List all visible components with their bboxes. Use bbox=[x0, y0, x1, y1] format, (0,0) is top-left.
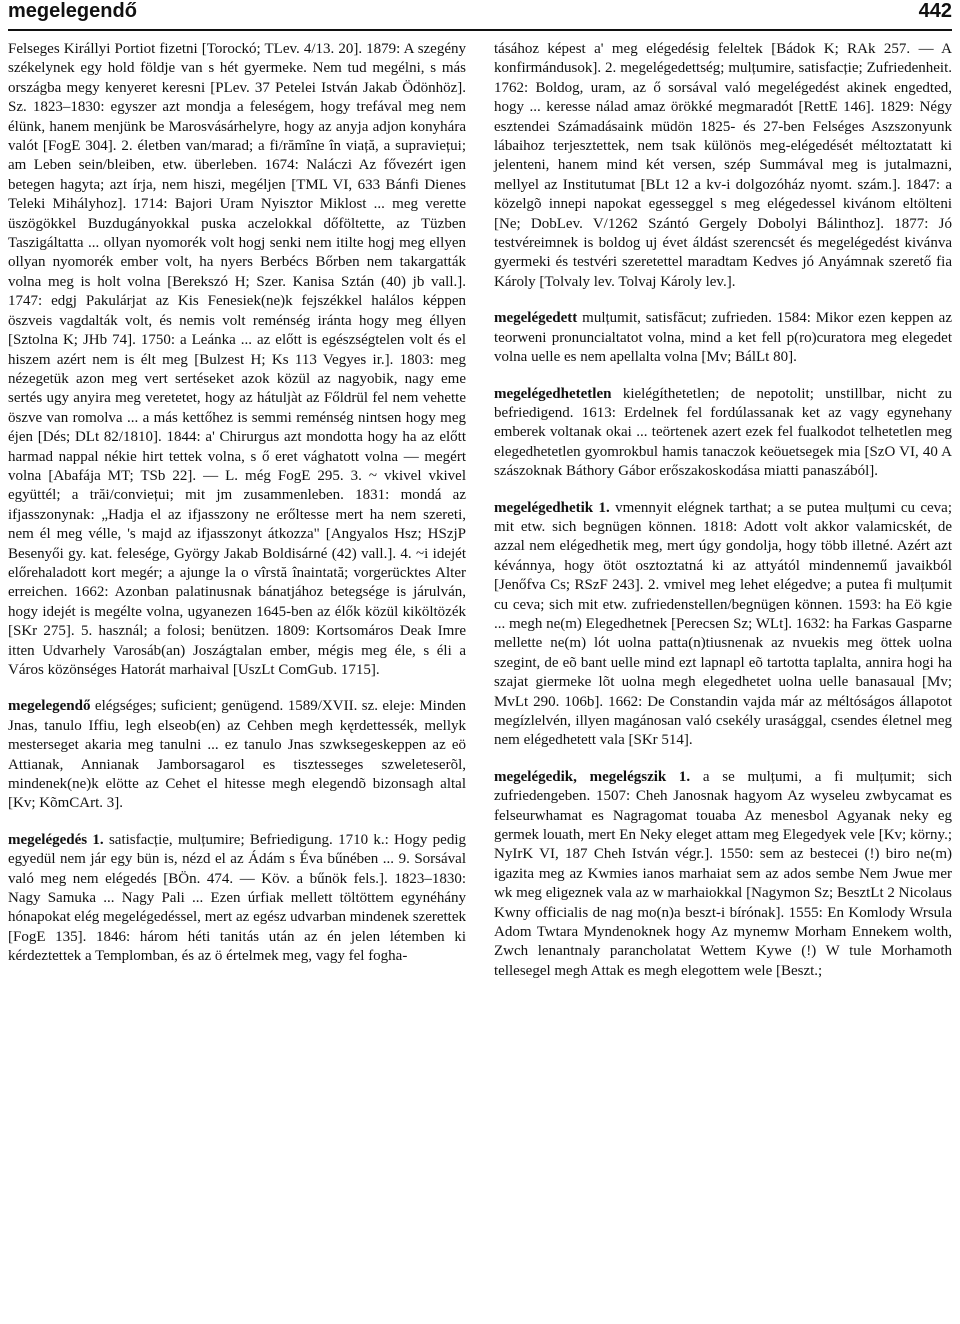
running-headword: megelegendő bbox=[8, 0, 137, 22]
entry-megelegendo bbox=[8, 697, 466, 813]
entry-text: elégséges; suficient; genügend. 1589/XVII. sz. eleje: Minden Jnas, tanulo Iffiu, legh elseob(en) az Cehben megh kęrdettessék, mellyk mesterseget akaria meg tanulni ... ez tanulo Jnas szwksegeskeppen az eö Attianak, Annianak Jamborsagarol es tisztesseges szweleteserõl, mindenek(ne)k elötte az Cehet el hitesse megh elegendõ bizonsagh altal [Kv; KõmCArt. 3]. bbox=[8, 698, 466, 812]
entry-continuation bbox=[494, 40, 952, 292]
entry-text: satisfacție, mulțumire; Befriedigung. 1710 k.: Hogy pedig egyedül nem jár egy bün is, nézd el az Ádám s Éva bűnében ... 9. Sorsával való meg nem elégedés [BÖn. 474. — Köv. a bűnök fels.]. 1823–1830: Nagy Samuka ... Nagy Pali ... Ezen úrfiak mellett töltöttem egynéhány hónapokat elég megelégedéssel, mert az egész udvarban mindenek szerettek [FogE 135]. 1846: három héti tanitás után az én jelen létemben ki kérdeztettek a Templomban, és az ö értelmek meg, vagy fel fogha- bbox=[8, 831, 466, 965]
entry-headword: megelegendő bbox=[8, 698, 91, 715]
header-rule bbox=[8, 29, 952, 31]
entry-megelegedett bbox=[494, 309, 952, 367]
entry-headword: megelégedés 1. bbox=[8, 831, 104, 848]
entry-text: kielégíthetetlen; de nepotolit; unstillbar, nicht zu befriedigend. 1613: Erdelnek fel fordúlassanak ket az vagy egynehany emberek voltanak okai ... teörtenek azert ezek fel fualkodot telhetetlen meg elegedhetetlen gyomrokbul hamis tanaczok keöuetsegek mia [SzO VI, 40 A szászoknak Báthory Gábor erőszakoskodása miatti panaszából]. bbox=[494, 385, 952, 480]
entry-headword: megelégedik, megelégszik 1. bbox=[494, 768, 691, 785]
entry-headword: megelégedett bbox=[494, 310, 578, 327]
entry-text: a se mulțumi, a fi mulțumit; sich zufriedengeben. 1507: Cheh Janosnak hagyom Az wyseleu zwbycamat es felseurwhamat es Nagragomat touaba Az menesbol Agyanak neky eg germek louath, mert En Neky eleget attam meg Elegedyek vele [Kv; körny.; NyIrK VI, 187 Cheh István végr.]. 1550: sem az bestecei (!) biro ne(m) igazita meg az Kwmies ianos marhaiat sem az ados sembe Nem Jwue mer wk meg eligeznek vala az w marhaiokkal [Nagymon Sz; BesztLt 2 Nicolaus Kwny officialis de nag mo(n)a beszt-i bírónak]. 1555: En Komlody Wrsula Adom Twtara Myndenoknek hogy Az mynemw Morham Ennekem wolth, Zwch lenantnaly parancholatat Wettem Kywe (!) W tule Morhamoth tellesegel megh Attak es megh elegottem wele [Beszt.; bbox=[494, 768, 952, 979]
entry-text: mulțumit, satisfăcut; zufrieden. 1584: Mikor ezen keppen az teorweni pronuncialtatot volna, mind a ket fell p(ro)curatora meg elegedet volna uelle es nem apellalta volna [Mv; BálLt 80]. bbox=[494, 310, 952, 366]
entry-continuation bbox=[8, 40, 466, 680]
page-header bbox=[8, 0, 952, 30]
left-column bbox=[8, 40, 466, 967]
entry-text: Felseges Királlyi Portiot fizetni [Torockó; TLev. 4/13. 20]. 1879: A szegény székelynek egy hold földje van s hét gyermeke. Nem tud megélni, s más országba megy kenyeret keresni [PLev. 37 Petelei István Jakab Ödönhöz]. Sz. 1823–1830: egyszer azt mondja a feleségem, hogy trefával meg nem élünk, hanem menjünk be Marosvásárhelyre, hogy az anyja adjon konyhára valót [FogE 304]. 2. életben van/marad; a fi/rămîne în viață, a supraviețui; am Leben sein/bleiben, etw. überleben. 1674: Naláczi Az fővezért igen betegen hagyta; azt írja, nem hiszi, megéljen [TML VI, 633 Bánfi Dienes Teleki Mihályhoz]. 1714: Bajori Uram Nyisztor Miklost ... meg verette üszögökkel Buzdugányokkal puska aczelokkal dőföltette, az Tüzben Taszigáltatta ... ollyan nyomorék volt hogj senki nem itilte hogj meg ellyen ollyan nyomorék ember volt, ha nyers Berbécs Bőrben nem takargatták volna meg is holt volna [Berekszó H; Szer. Kanisa Sztán (40) jb vall.]. 1747: edgj Pakulárjat az Kis Fenesiek(ne)k fejszékkel halálos képpen öszveis vagdalták volt, és nemis volt reménség iránta hogy meg éllyen [Sztolna K; JHb 74]. 1750: a Leánka ... az előtt is egészségtelen volt és el hiszem azért nem is élt meg [Bulzest H; Ks 113 Vegyes ir.]. 1803: meg nézegetük azon meg vert sertéseket azok közül az nagyobik, nagy eme sertés ugy anyira meg veretetet, hogy az hátuljàt az Főldrül fel nem vehette öszve van romolva ... a más kettőhez is semmi reménség nintsen hogy meg éjen [Dés; DLt 82/1810]. 1844: a' Chirurgus azt mondotta hogy ha az előtt harmad nappal nékie hirt tettek volna, s ő eret vághatott volna — megért volna [Abafája MT; TSb 22]. — L. még FogE 295. 3. ~ vkivel vkivel együttél; a trăi/conviețui; mit jm zusammenleben. 1831: mondá az ifjasszonynak: „Hadja el az ifjasszony ne erőltesse mert ha nem szereti, nem él meg vélle, 's majd az ifjasszonyt átkozza" [Angyalos Hsz; HSzjP Besenyői gy. kat. felesége, György Jakab Boldisárné (42) vall.]. 4. ~i idejét előrehaladott kort megér; a ajunge la o vîrstă înaintată; vorgerücktes Alter erreichen. 1662: Azonban palatinusnak bánatjához betegsége is járulván, hogy idejét is megélte volna, ugyanezen 1645-ben az élők közül kiköltözék [SKr 275]. 5. használ; a folosi; benützen. 1809: Kortsomáros Deak Imre itten Udvarhely Varosáb(an) Joszágtalan ember, mégis meg éle, s éli a Város közönséges Hatorát marhaival [UszLt ComGub. 1715]. bbox=[8, 41, 466, 678]
page-number: 442 bbox=[918, 0, 952, 22]
entry-megelegedhetetlen bbox=[494, 385, 952, 482]
entry-megelegedhetik bbox=[494, 499, 952, 751]
entry-headword: megelégedhetetlen bbox=[494, 385, 612, 402]
entry-text: tásához képest a' meg elégedésig feleltek [Bádok K; RAk 257. — A konfirmándusok]. 2. megelégedettség; mulțumire, satisfacție; Zufriedenheit. 1762: Boldog, uram, az ő sorsával való megelégedést akinek engedted, hogy ... keresse nálad amaz örökké megmaradót [RettE 146]. 1829: Négy esztendei Számadásaink müdön 1825- és 27-ben Felséges Aszszonyunk lábaihoz terjesztettek, nem tsak különös meg-elégedését méltoztatatt ki jelenteni, hanem mind két versen, szép Summával meg is jutalmazni, mellyel az Institutumat [BLt 12 a kv-i dolgozóház nyomt. szám.]. 1847: a közelgõ innepi napokat egesseggel s meg elégedessel kivánom eltölteni [Ne; DobLev. V/1262 Szántó Gergely Dobolyi Bálinthoz]. 1877: Jó testvéreimnek is boldog uj évet áldást szerencsét és megelégedést kivánva gyermeki és testvéri szeretettel maradtam Kedves jó Anyámnak szerető fia Károly [Tolvaly lev. Tolvaj Károly lev.]. bbox=[494, 41, 952, 290]
entry-megelegedes bbox=[8, 831, 466, 967]
entry-text: vmennyit elégnek tarthat; a se putea mulțumi cu ceva; mit etw. sich begnügen können. 1818: Adott volt akkor valamicskét, de azzal nem elégedhetik meg, mert úgy gondolja, hogy több illetné. Azért azt kévánnya, hogy ötöt osztoztatná ki az attyától mindennemű javaikból [Jenőfva Cs; RSzF 243]. 2. vmivel meg lehet elégedve; a putea fi mulțumit cu ceva; sich mit etw. zufriedenstellen/begnügen können. 1593: ha Eö kgie ... megh ne(m) Elegedhetnek [Perecsen Sz; WLt]. 1632: ha Farkas Gasparne mellette ne(m) lót uolna patta(n)tiusnenak az nvuekis meg öttek uolna szegint, de eõ bant uelle mind ezt lapnapl eõ tartotta taplalta, annira hogi ha szajat giermeke lõt uolna megh elegedhetet uolna uelle banasaual [Mv; MvLt 290. 106b]. 1662: De Constandin vajda már az méltóságos állapotot megízlelvén, illyen magánosan való csekély urasággal, csendes életnel meg nem elégedhetett vala [SKr 514]. bbox=[494, 499, 952, 749]
entry-megelegedik bbox=[494, 768, 952, 981]
entry-headword: megelégedhetik 1. bbox=[494, 499, 610, 516]
right-column bbox=[494, 40, 952, 981]
